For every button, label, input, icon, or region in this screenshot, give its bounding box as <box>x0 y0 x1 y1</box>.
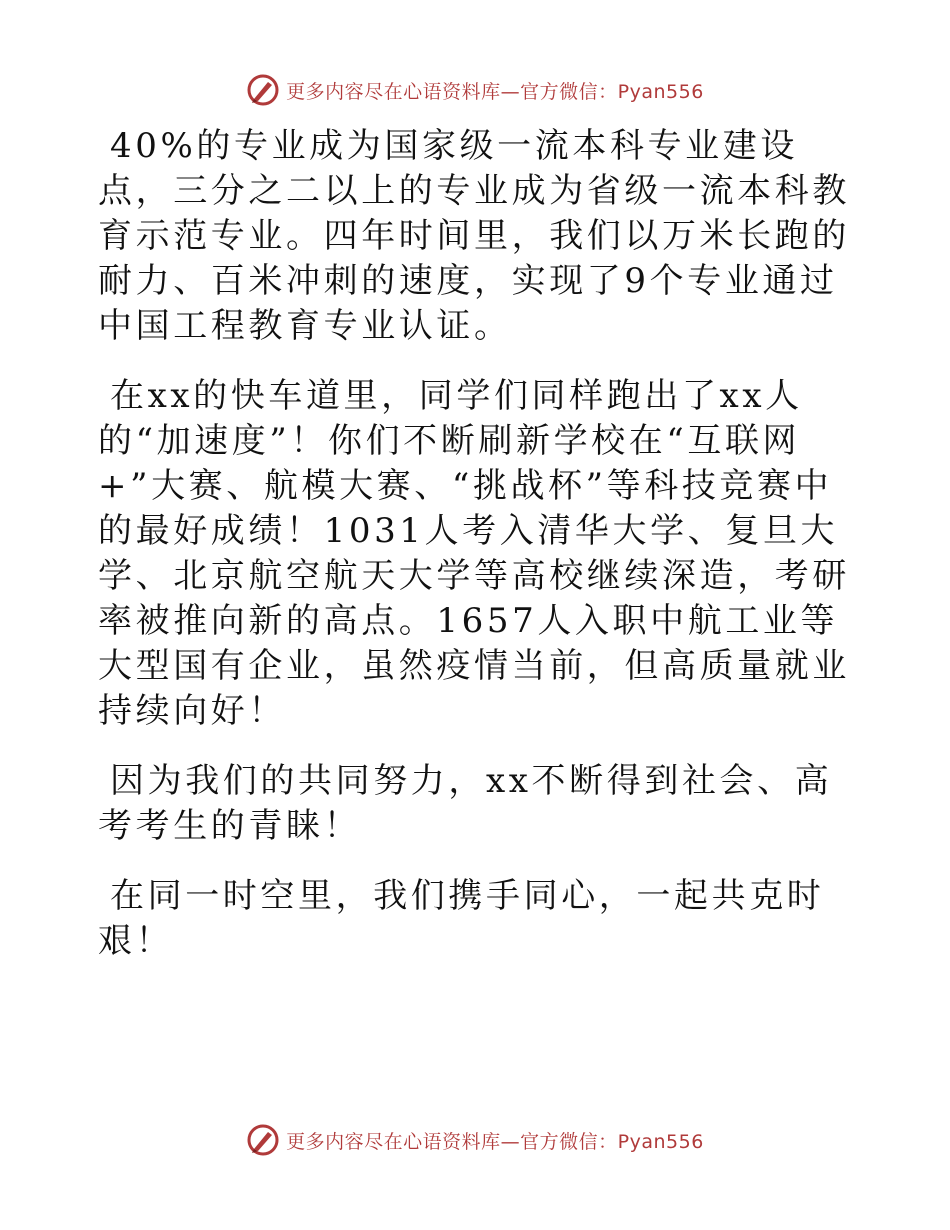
pen-logo-icon <box>246 1123 280 1157</box>
paragraph-1: 40%的专业成为国家级一流本科专业建设点，三分之二以上的专业成为省级一流本科教育示范专业。四年时间里，我们以万米长跑的耐力、百米冲刺的速度，实现了9个专业通过中国工程教育专业认证。 <box>98 126 850 346</box>
header-banner <box>0 70 950 110</box>
pen-logo-icon <box>246 73 280 107</box>
paragraph-2: 在xx的快车道里，同学们同样跑出了xx人的“加速度”！你们不断刷新学校在“互联网+”大赛、航模大赛、“挑战杯”等科技竞赛中的最好成绩！1031人考入清华大学、复旦大学、北京航空航天大学等高校继续深造，考研率被推向新的高点。1657人入职中航工业等大型国有企业，虽然疫情当前，但高质量就业持续向好！ <box>98 376 850 731</box>
paragraph-3: 因为我们的共同努力，xx不断得到社会、高考考生的青睐！ <box>98 761 833 846</box>
header-banner-text: 更多内容尽在心语资料库—官方微信：Pyan556 <box>286 80 704 103</box>
footer-banner <box>0 1120 950 1160</box>
document-body <box>98 124 868 989</box>
footer-banner-text: 更多内容尽在心语资料库—官方微信：Pyan556 <box>286 1130 704 1153</box>
paragraph-4: 在同一时空里，我们携手同心，一起共克时艰！ <box>98 876 825 961</box>
